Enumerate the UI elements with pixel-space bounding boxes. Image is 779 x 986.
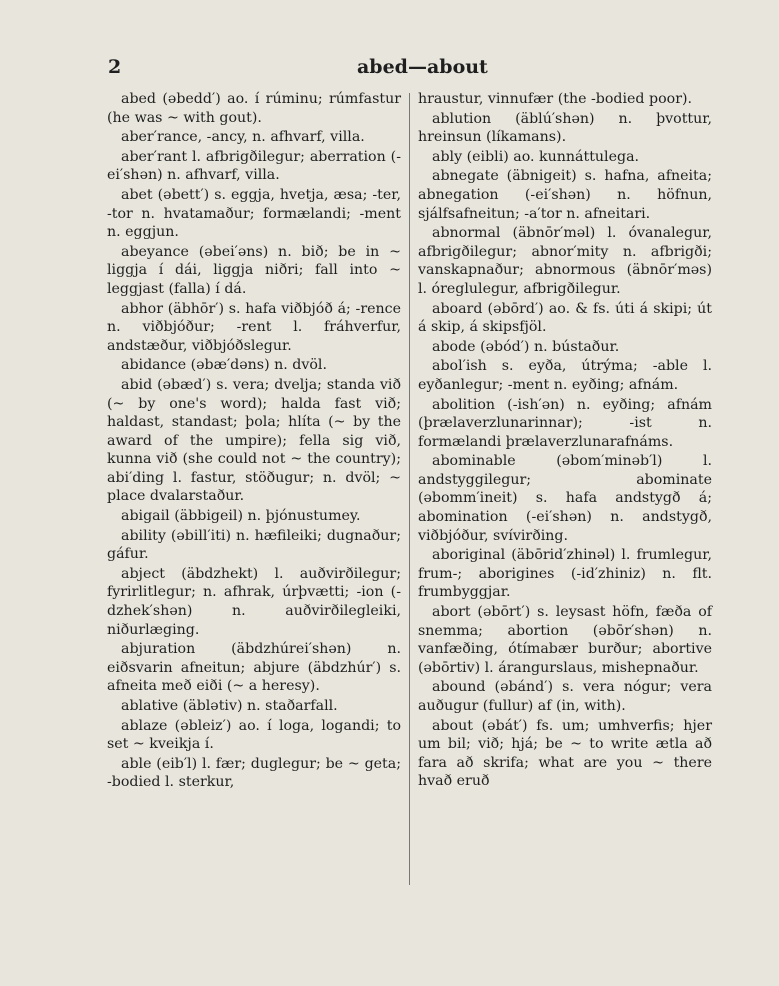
- dictionary-entry: abolition (-ish′ən) n. eyðing; afnám (þrælaverzlunarinnar); -ist n. formælandi þrælaverzlunarafnáms.: [418, 396, 712, 450]
- dictionary-entry: abed (əbedd′) ao. í rúminu; rúmfastur (he was ~ with gout).: [107, 91, 401, 126]
- running-head: abed—about: [357, 56, 488, 78]
- dictionary-entry: about (əbát′) fs. um; umhverfis; hjer um bil; við; hjá; be ~ to write ætla að fara að skrifa; what are you ~ there hvað eruð: [418, 717, 712, 790]
- dictionary-entry: ability (əbill′iti) n. hæfileiki; dugnaður; gáfur.: [107, 527, 401, 563]
- dictionary-entry: aboriginal (äbōrid′zhinəl) l. frumlegur, frum-; aborigines (-id′zhiniz) n. flt. frumbyggjar.: [418, 547, 712, 601]
- dictionary-entry: ablution (äblú′shən) n. þvottur, hreinsun (líkamans).: [418, 110, 712, 146]
- dictionary-entry: abnegate (äbnigeit) s. hafna, afneita; abnegation (-ei′shən) n. höfnun, sjálfsafneitun; -a′tor n. afneitari.: [418, 168, 712, 222]
- entry-continuation: hraustur, vinnufær (the -bodied poor).: [418, 91, 693, 107]
- dictionary-entry: abound (əbánd′) s. vera nógur; vera auðugur (fullur) af (in, with).: [418, 679, 712, 714]
- dictionary-entry: abort (əbōrt′) s. leysast höfn, fæða of snemma; abortion (əbōr′shən) n. vanfæðing, ótímabær burður; abortive (əbōrtiv) l. árangurslaus, mishepnaður.: [418, 604, 712, 676]
- dictionary-entry: aber′rance, -ancy, n. afhvarf, villa.: [121, 129, 365, 146]
- dictionary-entry: abigail (äbbigeil) n. þjónustumey.: [121, 508, 361, 525]
- dictionary-entry: abeyance (əbei′əns) n. bið; be in ~ liggja í dái, liggja niðri; fall into ~ leggjast (falla) í dá.: [107, 243, 401, 297]
- page-number: 2: [108, 56, 122, 78]
- dictionary-entry: abjuration (äbdzhúrei′shən) n. eiðsvarin afneitun; abjure (äbdzhúr′) s. afneita með eiði (~ a heresy).: [107, 641, 401, 695]
- dictionary-entry: ablative (äblətiv) n. staðarfall.: [121, 698, 338, 714]
- dictionary-entry: abhor (äbhōr′) s. hafa viðbjóð á; -rence n. viðbjóður; -rent l. fráhverfur, andstæður, viðbjóðslegur.: [107, 300, 401, 354]
- dictionary-entry: abol′ish s. eyða, útrýma; -able l. eyðanlegur; -ment n. eyðing; afnám.: [418, 358, 712, 393]
- dictionary-entry: abidance (əbæ′dəns) n. dvöl.: [121, 357, 327, 374]
- dictionary-entry: abid (əbæd′) s. vera; dvelja; standa við (~ by one's word); halda fast við; haldast, standast; þola; hlíta (~ by the award of the umpire); fella sig við, kunna við (she could not ~ the country); abi′ding l. fastur, stöðugur; n. dvöl; ~ place dvalarstaður.: [107, 376, 401, 505]
- dictionary-entry: abject (äbdzhekt) l. auðvirðilegur; fyrirlitlegur; n. afhrak, úrþvætti; -ion (-dzhek′shən) n. auðvirðilegleiki, niðurlæging.: [107, 565, 401, 638]
- column-divider: [409, 93, 410, 885]
- dictionary-entry: abominable (əbom′minəb′l) l. andstyggilegur; abominate (əbomm′ineit) s. hafa andstygð á; abomination (-ei′shən) n. andstygð, viðbjóður, svívirðing.: [418, 453, 712, 544]
- dictionary-entry: abnormal (äbnōr′məl) l. óvanalegur, afbrigðilegur; abnor′mity n. afbrigði; vanskapnaður; abnormous (äbnōr′məs) l. óreglulegur, afbrigðilegur.: [418, 225, 712, 297]
- right-column: [418, 90, 712, 792]
- dictionary-entry: aber′rant l. afbrigðilegur; aberration (-ei′shən) n. afhvarf, villa.: [107, 148, 401, 184]
- dictionary-entry: ablaze (əbleiz′) ao. í loga, logandi; to set ~ kveikja í.: [107, 717, 401, 753]
- dictionary-entry: abode (əbód′) n. bústaður.: [432, 338, 620, 355]
- dictionary-entry: abet (əbett′) s. eggja, hvetja, æsa; -ter, -tor n. hvatamaður; formælandi; -ment n. eggjun.: [107, 186, 401, 241]
- left-column: [107, 90, 401, 793]
- dictionary-entry: aboard (əbōrd′) ao. & fs. úti á skipi; út á skip, á skipsfjöl.: [418, 300, 712, 336]
- dictionary-entry: able (eib′l) l. fær; duglegur; be ~ geta; -bodied l. sterkur,: [107, 755, 401, 791]
- dictionary-entry: ably (eibli) ao. kunnáttulega.: [432, 148, 640, 165]
